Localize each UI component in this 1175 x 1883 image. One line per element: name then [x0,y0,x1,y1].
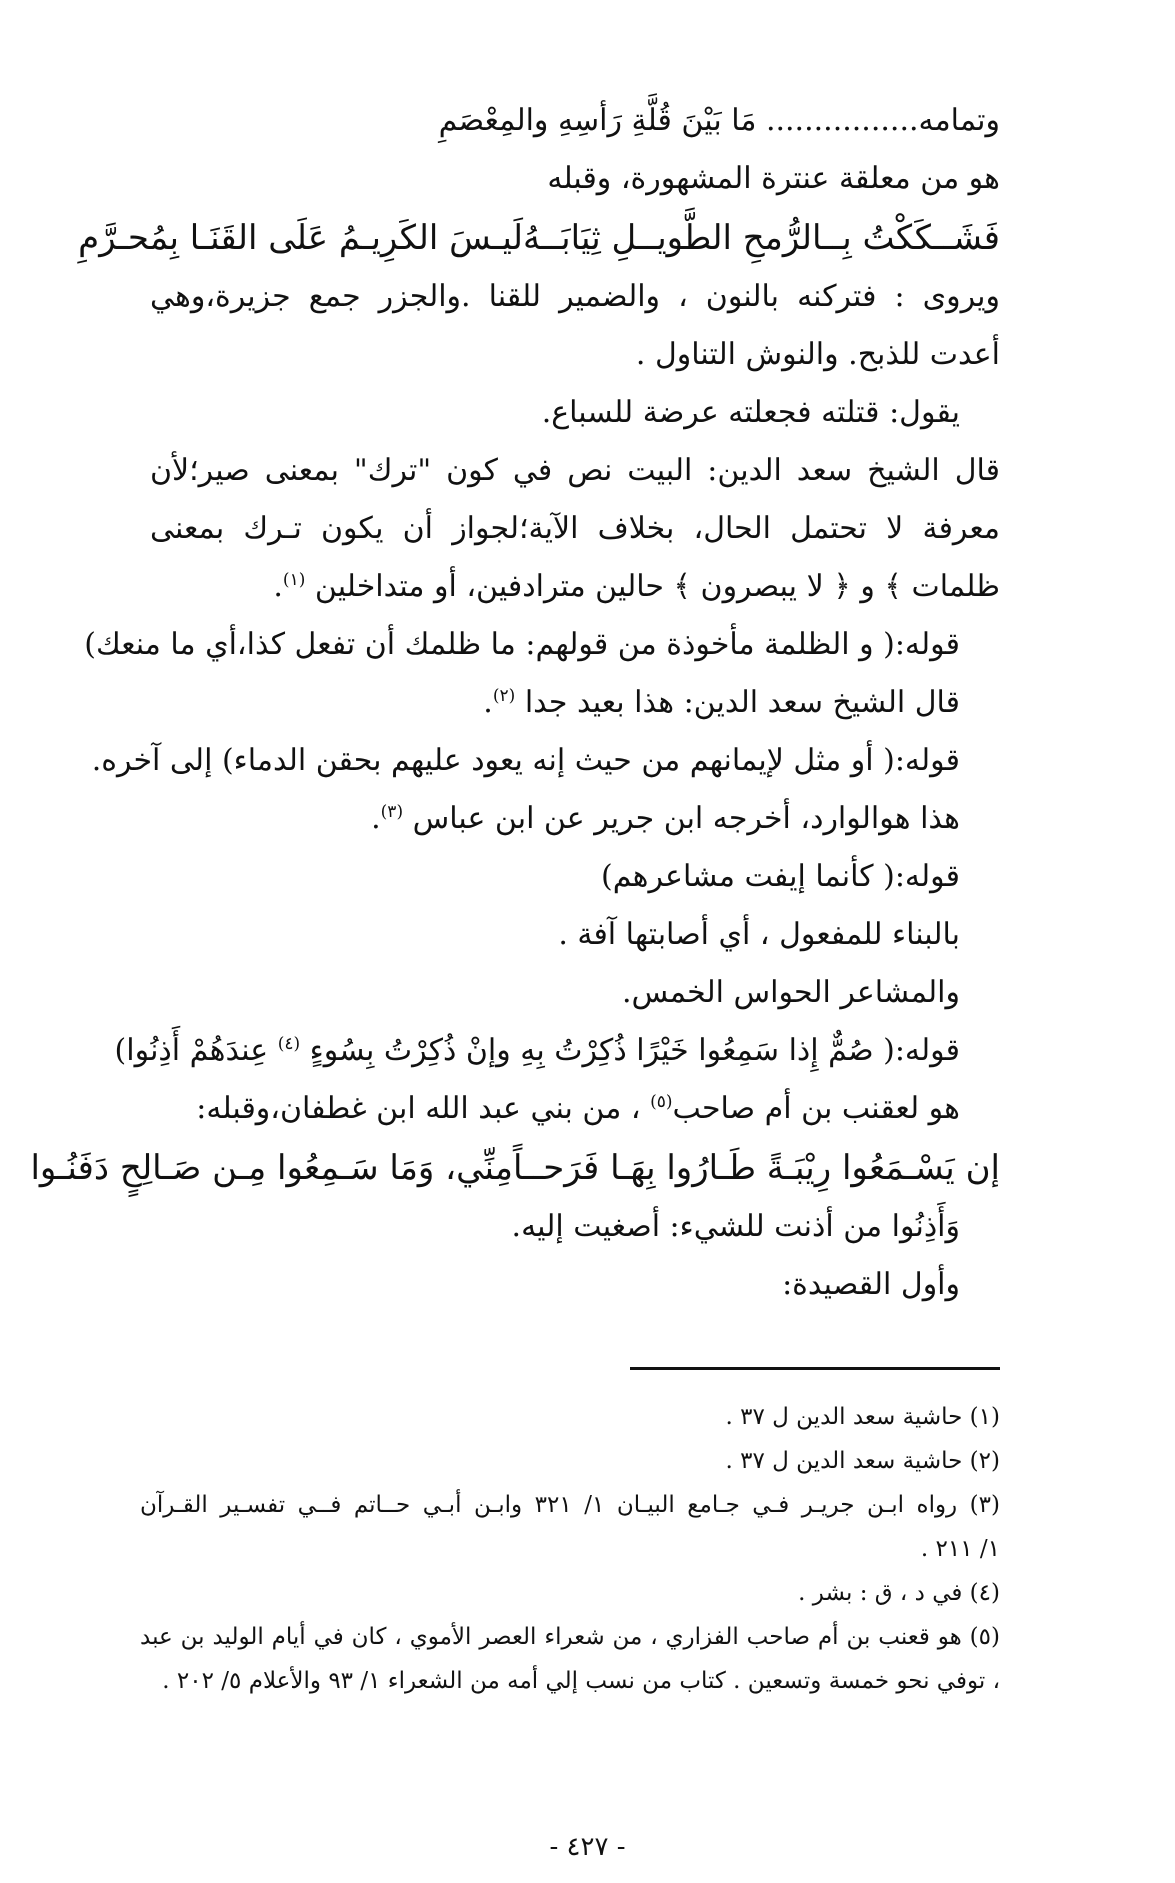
poem-verse [78,208,1000,268]
text-segment: ظلمات ﴾ و ﴿ لا يبصرون ﴾ حالين مترادفين، أو متداخلين [314,569,1000,604]
text-line [114,1022,1000,1080]
page-number: - ٤٢٧ - [549,1832,626,1862]
text-segment: قال الشيخ سعد الدين: هذا بعيد جدا [524,685,960,720]
text-line: معرفة لا تحتمل الحال، بخلاف الآية؛لجواز أن يكون تـرك بمعنى [150,511,1000,546]
verse-second-hemistich: مِنِّي، وَمَا سَـمِعُوا مِـن صَـالِحٍ دَفَنُـوا [30,1148,513,1188]
text-line: وتمامه................ مَا بَيْنَ قُلَّةِ رَأسِهِ والمِعْصَمِ [438,103,1000,138]
footnote: (٥) هو قعنب بن أم صاحب الفزاري ، من شعراء العصر الأموي ، كان في أيام الوليد بن عبد [140,1624,1000,1650]
footnote: (٣) رواه ابـن جريـر فـي جـامع البيـان ١/ ٣٢١ وابـن أبـي حــاتم فــي تفسـير القـرآن [140,1492,1000,1518]
text-segment: هذا هوالوارد، أخرجه ابن جرير عن ابن عباس [412,801,960,836]
footnotes [140,1395,1000,1703]
text-line: ويروى : فتركنه بالنون ، والضمير للقنا .والجزر جمع جزيرة،وهي [150,279,1000,314]
text-line: قوله:( و الظلمة مأخوذة من قولهم: ما ظلمك أن تفعل كذا،أي ما منعك) [84,627,960,662]
footnote-ref: (٣) [380,802,404,822]
verse-first-hemistich: فَشَــكَكْتُ بِــالرُّمحِ الطَّويــلِ ثِيَابَــهُ [523,218,1000,258]
text-segment: عِندَهُمْ أَذِنُوا) [114,1033,269,1068]
footnote-ref: (٢) [492,686,516,706]
footnote: (٤) في د ، ق : بشر . [798,1580,1000,1606]
text-line [150,1080,1000,1138]
text-line: قوله:( أو مثل لإيمانهم من حيث إنه يعود عليهم بحقن الدماء) إلى آخره. [91,743,960,778]
text-line: بالبناء للمفعول ، أي أصابتها آفة . [558,917,960,952]
footnote-continuation: ١/ ٢١١ . [920,1536,1000,1562]
footnote-continuation: ، توفي نحو خمسة وتسعين . كتاب من نسب إلي أمه من الشعراء ١/ ٩٣ والأعلام ٥/ ٢٠٢ . [162,1668,1000,1694]
text-line: هو من معلقة عنترة المشهورة، وقبله [547,161,1000,196]
text-line: والمشاعر الحواس الخمس. [622,975,960,1010]
text-segment: هو لعقنب بن أم صاحب [672,1091,960,1126]
verse-first-hemistich: إن يَسْـمَعُوا رِيْبَـةً طَـارُوا بِهَـا فَرَحــاً [512,1148,1000,1188]
period: . [371,801,381,836]
text-line: أعدت للذبح. والنوش التناول . [635,337,1000,372]
text-line: قوله:( كأنما إيفت مشاعرهم) [601,859,960,894]
footnote-ref: (١) [282,570,306,590]
verse-second-hemistich: لَيـسَ الكَرِيـمُ عَلَى القَنَـا بِمُحـرَّمِ [78,218,524,258]
text-line: وَأَذِنُوا من أذنت للشيء: أصغيت إليه. [511,1209,960,1244]
footnote: (١) حاشية سعد الدين ل ٣٧ . [725,1404,1000,1430]
footnote: (٢) حاشية سعد الدين ل ٣٧ . [725,1448,1000,1474]
footnote-ref: (٥) [650,1092,673,1112]
text-segment: قوله:( صُمٌّ إِذا سَمِعُوا خَيْرًا ذُكِرْتُ بِهِ وإنْ ذُكِرْتُ بِسُوءٍ [309,1033,960,1068]
footnote-ref: (٤) [277,1034,301,1054]
text-line [150,674,1000,732]
period: . [273,569,283,604]
text-segment: ، من بني عبد الله ابن غطفان،وقبله: [196,1091,641,1126]
text-line [150,790,1000,848]
text-line [150,558,1000,616]
text-line: وأول القصيدة: [782,1267,960,1302]
text-line: قال الشيخ سعد الدين: البيت نص في كون "ترك" بمعنى صير؛لأن [150,453,1000,488]
main-text [30,92,1000,1314]
text-line: يقول: قتلته فجعلته عرضة للسباع. [541,395,960,430]
period: . [483,685,493,720]
footnote-separator [630,1367,1000,1370]
poem-verse [30,1138,1000,1198]
